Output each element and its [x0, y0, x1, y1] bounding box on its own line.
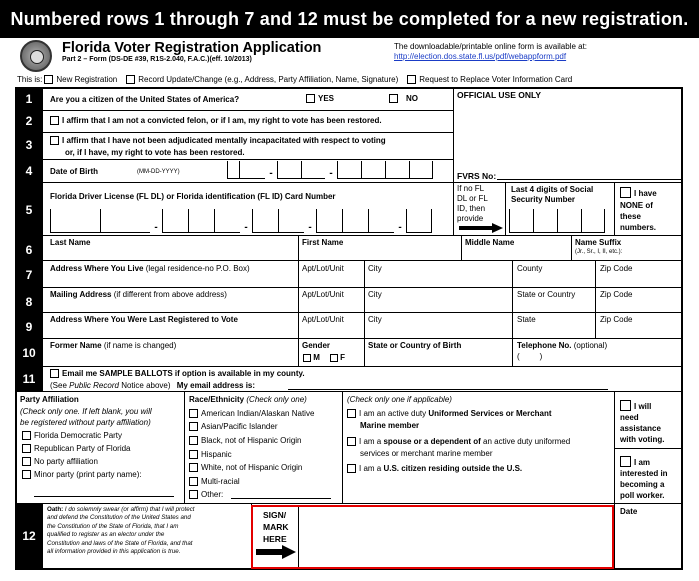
assistance-label-4: with voting.: [620, 435, 665, 444]
birth-place-label: State or Country of Birth: [368, 341, 462, 350]
public-record-text: Public Record: [69, 381, 119, 390]
race-white-checkbox[interactable]: [189, 463, 198, 472]
new-registration-label: New Registration: [56, 75, 118, 84]
dob-input-boxes[interactable]: - -: [227, 161, 433, 179]
race-asian-label: Asian/Pacific Islander: [201, 422, 278, 431]
mental-affirm-text-2: or, if I have, my right to vote has been restored.: [65, 148, 245, 157]
nofl-note-2: DL or FL: [457, 194, 488, 203]
home-zip-label: Zip Code: [600, 264, 633, 273]
race-multi-checkbox[interactable]: [189, 477, 198, 486]
gender-f-checkbox[interactable]: [330, 354, 338, 362]
no-id-checkbox[interactable]: [620, 187, 631, 198]
divider: [453, 87, 454, 235]
mailing-state-label: State or Country: [517, 290, 576, 299]
divider: [43, 338, 683, 339]
mailing-city-label: City: [368, 290, 382, 299]
phone-label: Telephone No.: [517, 341, 572, 350]
last-city-label: City: [368, 315, 382, 324]
divider: [298, 235, 299, 366]
divider: [614, 182, 615, 235]
gender-label: Gender: [302, 341, 331, 350]
row-number: 3: [25, 138, 33, 152]
poll-worker-checkbox[interactable]: [620, 456, 631, 467]
assistance-checkbox[interactable]: [620, 400, 631, 411]
sign-label-2: MARK: [263, 522, 289, 532]
home-city-label: City: [368, 264, 382, 273]
divider: [15, 503, 683, 504]
poll-worker-label-3: becoming a: [620, 480, 665, 489]
sign-label-1: SIGN/: [263, 510, 287, 520]
row-number: 1: [25, 92, 33, 106]
gender-m-label: M: [313, 353, 320, 362]
oath-line-4: qualified to register as an elector under the: [47, 531, 165, 539]
new-registration-checkbox[interactable]: [44, 75, 53, 84]
overseas-text-a: I am a: [359, 464, 384, 473]
divider: [43, 159, 453, 160]
oath-line-3: the Constitution of the State of Florida, that I am: [47, 522, 179, 530]
sample-ballot-checkbox[interactable]: [50, 369, 59, 378]
dob-format: (MM-DD-YYYY): [137, 169, 180, 175]
oath-label: Oath:: [47, 506, 64, 513]
banner: Numbered rows 1 through 7 and 12 must be completed for a new registration.: [0, 0, 699, 38]
oath-line-2: and defend the Constitution of the United States and: [47, 514, 191, 522]
row-number: 9: [25, 320, 33, 334]
home-apt-label: Apt/Lot/Unit: [302, 264, 344, 273]
arrow-right-icon: [459, 223, 503, 233]
last-name-label: Last Name: [50, 238, 91, 247]
row-number: 4: [25, 164, 33, 178]
divider: [614, 448, 683, 449]
last-state-label: State: [517, 315, 536, 324]
sign-arrow-icon: [256, 545, 296, 559]
ssn-label-2: Security Number: [511, 195, 576, 204]
race-other-line[interactable]: [231, 498, 331, 499]
applicable-note: (Check only one if applicable): [347, 395, 452, 404]
race-hispanic-label: Hispanic: [201, 450, 232, 459]
divider: [571, 235, 572, 260]
sign-label-3: HERE: [263, 534, 287, 544]
replace-card-checkbox[interactable]: [407, 75, 416, 84]
party-republican-label: Republican Party of Florida: [34, 444, 131, 453]
gender-f-label: F: [340, 353, 346, 362]
minor-party-line[interactable]: [34, 496, 174, 497]
date-label: Date: [620, 507, 638, 516]
party-title: Party Affiliation: [20, 395, 79, 404]
form-title: Florida Voter Registration Application: [62, 40, 322, 56]
spouse-checkbox[interactable]: [347, 437, 356, 446]
notice-text: Notice above): [121, 381, 171, 390]
this-is-label: This is:: [17, 75, 43, 84]
row-number: 10: [22, 346, 36, 360]
spouse-text-b: spouse or a dependent of: [383, 437, 481, 446]
poll-worker-label-4: poll worker.: [620, 491, 665, 500]
no-id-label-4: numbers.: [620, 223, 657, 232]
oath-line-6: all information provided in this application is true.: [47, 548, 181, 556]
gender-m-checkbox[interactable]: [303, 354, 311, 362]
divider: [461, 235, 462, 260]
mailing-apt-label: Apt/Lot/Unit: [302, 290, 344, 299]
poll-worker-label-1: I am: [634, 458, 651, 467]
application-type-row: [17, 75, 572, 84]
nofl-note-4: provide: [457, 214, 484, 223]
divider: [342, 391, 343, 503]
spouse-text-a: I am a: [359, 437, 384, 446]
poll-worker-label-2: interested in: [620, 469, 668, 478]
race-title: Race/Ethnicity: [189, 395, 245, 404]
former-name-label: Former Name: [50, 341, 102, 350]
race-asian-checkbox[interactable]: [189, 422, 198, 431]
row-number: 5: [25, 203, 33, 217]
phone-area-code: ( ): [517, 352, 543, 361]
divider: [15, 391, 683, 392]
overseas-checkbox[interactable]: [347, 464, 356, 473]
uniformed-text-c: Marine member: [360, 421, 420, 430]
party-note-1: (Check only one. If left blank, you will: [20, 407, 152, 416]
oath-line-1: I do solemnly swear (or affirm) that I will protect: [64, 506, 195, 513]
oath-line-5: Constitution and laws of the State of Florida, and that: [47, 539, 193, 547]
party-democratic-label: Florida Democratic Party: [34, 431, 123, 440]
divider: [298, 507, 299, 567]
felon-affirm-text: I affirm that I am not a convicted felon, or if I am, my right to vote has been restored.: [62, 116, 382, 125]
divider: [614, 391, 615, 569]
assistance-label-2: need: [620, 413, 639, 422]
uniformed-checkbox[interactable]: [347, 409, 356, 418]
mailing-address-label: Mailing Address: [50, 290, 112, 299]
row-number: 2: [25, 114, 33, 128]
row-number: 12: [22, 529, 36, 543]
middle-name-label: Middle Name: [465, 238, 515, 247]
form-subtitle: Part 2 – Form (DS-DE #39, R1S-2.040, F.A.C.)(eff. 10/2013): [62, 56, 252, 63]
divider: [43, 110, 453, 111]
overseas-text-b: U.S. citizen residing outside the U.S.: [383, 464, 523, 473]
race-other-checkbox[interactable]: [189, 490, 198, 499]
divider: [43, 260, 683, 261]
race-hispanic-checkbox[interactable]: [189, 450, 198, 459]
divider: [512, 260, 513, 366]
assistance-label-1: I will: [634, 402, 652, 411]
download-link[interactable]: http://election.dos.state.fl.us/pdf/webappform.pdf: [394, 52, 567, 61]
mental-affirm-checkbox[interactable]: [50, 136, 59, 145]
download-note: The downloadable/printable online form is available at:: [394, 42, 588, 51]
ssn-input-boxes[interactable]: [509, 209, 605, 233]
nofl-note-3: ID, then: [457, 204, 486, 213]
phone-note: (optional): [573, 341, 608, 350]
row-number: 11: [22, 372, 36, 386]
record-update-label: Record Update/Change (e.g., Address, Party Affiliation, Name, Signature): [138, 75, 399, 84]
race-native-checkbox[interactable]: [189, 409, 198, 418]
race-note: (Check only one): [246, 395, 307, 404]
race-native-label: American Indian/Alaskan Native: [201, 409, 315, 418]
email-line: [288, 389, 608, 390]
suffix-note: (Jr., Sr., I, II, etc.):: [575, 249, 623, 255]
party-minor-checkbox[interactable]: [22, 470, 31, 479]
race-black-checkbox[interactable]: [189, 436, 198, 445]
official-use-label: OFFICIAL USE ONLY: [457, 90, 542, 100]
nofl-note-1: If no FL: [457, 184, 485, 193]
former-name-note: (if name is changed): [103, 341, 177, 350]
felon-affirm-checkbox[interactable]: [50, 116, 59, 125]
spouse-text-c: an active duty uniformed: [480, 437, 571, 446]
replace-card-label: Request to Replace Voter Information Card: [419, 75, 573, 84]
assistance-label-3: assistance: [620, 424, 661, 433]
spouse-text-d: services or merchant marine member: [360, 449, 493, 458]
home-address-note: (legal residence-no P.O. Box): [145, 264, 250, 273]
party-democratic-checkbox[interactable]: [22, 431, 31, 440]
party-note-2: be registered without party affiliation): [20, 418, 151, 427]
mailing-zip-label: Zip Code: [600, 290, 633, 299]
citizen-no-label: NO: [406, 94, 418, 103]
divider: [43, 366, 683, 367]
last-zip-label: Zip Code: [600, 315, 633, 324]
last-registered-label: Address Where You Were Last Registered to Vote: [50, 315, 238, 324]
row-number: 7: [25, 268, 33, 282]
see-text: (See: [50, 381, 67, 390]
party-minor-label: Minor party (print party name):: [34, 470, 142, 479]
dob-label: Date of Birth: [50, 167, 98, 176]
home-county-label: County: [517, 264, 543, 273]
citizen-question: Are you a citizen of the United States of America?: [50, 95, 240, 104]
no-id-label-2: NONE of: [620, 201, 653, 210]
race-other-label: Other:: [201, 490, 224, 499]
fvrs-label: FVRS No:: [457, 171, 497, 181]
divider: [43, 287, 683, 288]
divider: [43, 312, 683, 313]
last-apt-label: Apt/Lot/Unit: [302, 315, 344, 324]
uniformed-text-a: I am an active duty: [359, 409, 429, 418]
ssn-label-1: Last 4 digits of Social: [511, 185, 594, 194]
divider: [43, 235, 683, 236]
race-white-label: White, not of Hispanic Origin: [201, 463, 303, 472]
suffix-label: Name Suffix: [575, 238, 622, 247]
divider: [43, 132, 453, 133]
party-none-checkbox[interactable]: [22, 457, 31, 466]
divider: [595, 260, 596, 338]
no-id-label-3: these: [620, 212, 641, 221]
divider: [43, 182, 683, 183]
florida-seal-icon: [20, 40, 52, 72]
no-id-label-1: I have: [634, 189, 657, 198]
divider: [364, 260, 365, 366]
fvrs-line: [497, 179, 681, 180]
uniformed-text-b: Uniformed Services or Merchant: [428, 409, 552, 418]
citizen-yes-checkbox[interactable]: [306, 94, 315, 103]
dl-label: Florida Driver License (FL DL) or Florida identification (FL ID) Card Number: [50, 192, 336, 201]
party-republican-checkbox[interactable]: [22, 444, 31, 453]
sample-ballot-text: Email me SAMPLE BALLOTS if option is available in my county.: [62, 369, 305, 378]
race-black-label: Black, not of Hispanic Origin: [201, 436, 302, 445]
citizen-yes-label: YES: [318, 94, 335, 103]
divider: [505, 182, 506, 235]
dl-input-boxes[interactable]: - - - -: [50, 209, 432, 233]
divider: [184, 391, 185, 503]
row-number: 6: [25, 243, 33, 257]
row-number: 8: [25, 295, 33, 309]
signature-box[interactable]: [251, 505, 614, 569]
mental-affirm-text: I affirm that I have not been adjudicated mentally incapacitated with respect to voting: [62, 136, 386, 145]
mailing-address-note: (if different from above address): [113, 290, 227, 299]
race-multi-label: Multi-racial: [201, 477, 240, 486]
first-name-label: First Name: [302, 238, 344, 247]
email-label: My email address is:: [176, 381, 256, 390]
record-update-checkbox[interactable]: [126, 75, 135, 84]
party-none-label: No party affiliation: [34, 457, 98, 466]
home-address-label: Address Where You Live: [50, 264, 144, 273]
citizen-no-checkbox[interactable]: [389, 94, 398, 103]
